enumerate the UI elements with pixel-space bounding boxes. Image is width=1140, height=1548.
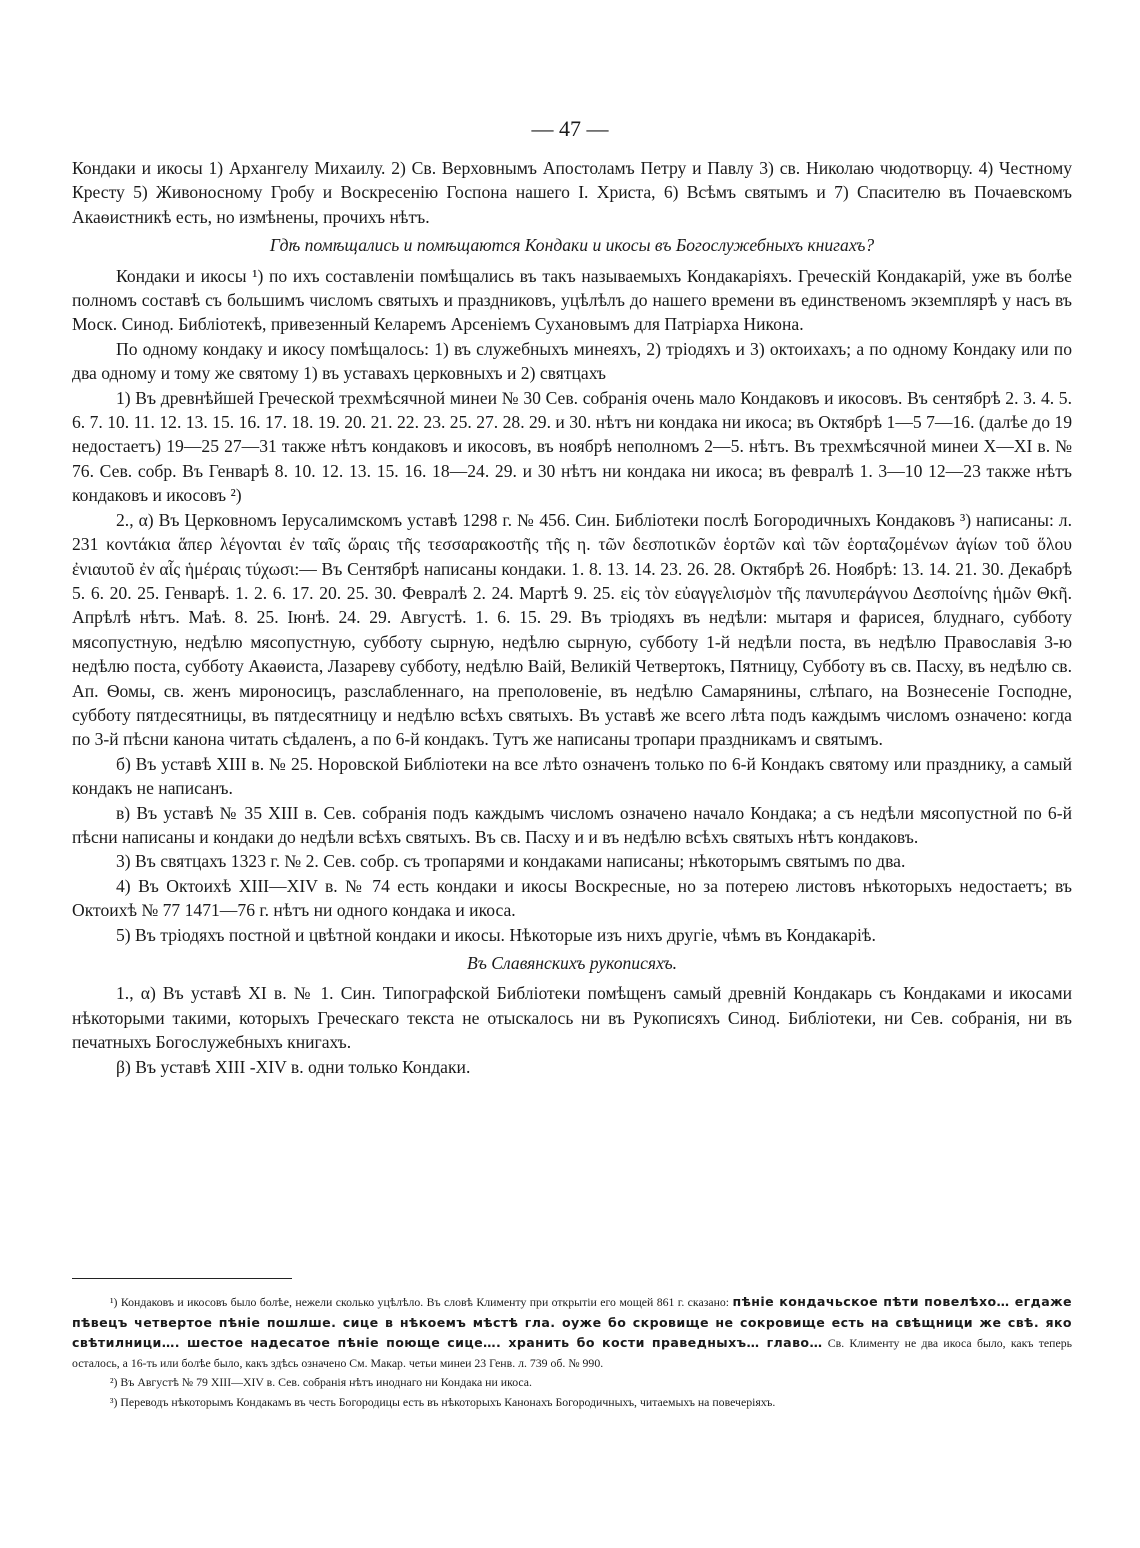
paragraph-kondaki-list: Кондаки и икосы 1) Архангелу Михаилу. 2) Св. Верховнымъ Апостоламъ Петру и Павлу 3) св. Николаю чюдотворцу. 4) Честному Кресту 5) Живоносному Гробу и Воскресенію Госпона нашего І. Христа, 6) Всѣмъ святымъ и 7) Спасителю въ Почаевскомъ Акаѳистникѣ есть, но измѣнены, прочихъ нѣтъ. xyxy=(72,158,1072,227)
paragraph-triodion: 5) Въ тріодяхъ постной и цвѣтной кондаки и икосы. Нѣкоторые изъ нихъ другіе, чѣмъ въ Кондакаріѣ. xyxy=(116,924,876,945)
footnote-1-continuation: Св. Клименту не два икоса было, какъ теперь осталось, а 16-ть или болѣе было, какъ здѣсь означено См. Макар. четьи минеи 23 Генв. л. 739 об. № 990. xyxy=(72,1336,1072,1370)
footnote-3: ³) Переводъ нѣкоторымъ Кондакамъ въ честь Богородицы есть въ нѣкоторыхъ Канонахъ Богородичныхъ, читаемыхъ на повечеріяхъ. xyxy=(110,1394,776,1409)
paragraph-kondakaria: Кондаки и икосы ¹) по ихъ составленіи помѣщались въ такъ называемыхъ Кондакаріяхъ. Греческій Кондакарій, уже въ болѣе полномъ составѣ съ большимъ числомъ святыхъ и праздниковъ, уцѣлѣлъ до нашего времени въ единственомъ экземплярѣ у насъ въ Моск. Синод. Библіотекѣ, привезенный Келаремъ Арсеніемъ Сухановымъ для Патріарха Никона. xyxy=(72,265,1072,335)
main-text xyxy=(72,156,1072,1079)
section-heading-slavonic: Въ Славянскихъ рукописяхъ. xyxy=(467,953,677,973)
paragraph-typikon-35: в) Въ уставѣ № 35 XIII в. Сев. собранія подъ каждымъ числомъ означено начало Кондака; а съ недѣли мясопустной по 6-й пѣсни написаны и кондаки до недѣли всѣхъ святыхъ. Въ св. Пасху и и въ недѣлю всѣхъ святыхъ нѣтъ кондаковъ. xyxy=(72,802,1072,847)
footnote-divider xyxy=(72,1278,292,1279)
footnote-1-slavonic-quote: пѣніе кондачьское пѣти повелѣхо… егдаже пѣвецъ четвертое пѣніе пошлше. сице в нѣкоемъ мѣстѣ гла. оуже бо скровище не сокровище есть на свѣщници же свѣ. яко свѣтилници…. шестое надесатое пѣніе поюще сице…. хранить бо кости праведныхъ… главо… xyxy=(72,1294,1073,1351)
paragraph-norov-typikon: б) Въ уставѣ XIII в. № 25. Норовской Библіотеки на все лѣто означенъ только по 6-й Кондакъ святому или празднику, а самый кондакъ не написанъ. xyxy=(72,753,1072,799)
section-heading-greek-books: Гдѣ помѣщались и помѣщаются Кондаки и икосы въ Богослужебныхъ книгахъ? xyxy=(269,235,875,256)
paragraph-jerusalem-typikon: 2., α) Въ Церковномъ Іерусалимскомъ уставѣ 1298 г. № 456. Син. Библіотеки послѣ Богородичныхъ Кондаковъ ³) написаны: л. 231 κοντάκια ἅπερ λέγονται ἐν ταῖς ὥραις τῆς τεσσαρακοστῆς τῆς η. τῶν δεσποτικῶν ἑορτῶν καὶ τῶν ἑορταζομένων ἁγίων τοῦ ὅλου ἐνιαυτοῦ ἐν αἷς ἡμέραις τύχωσι:— Въ Сентябрѣ написаны кондаки. 1. 8. 13. 14. 23. 26. 28. Октябрѣ 26. Ноябрѣ: 13. 14. 21. 30. Декабрѣ 5. 6. 20. 25. Генварѣ. 1. 2. 6. 17. 20. 25. 30. Февралѣ 2. 24. Мартѣ 9. 25. εἰς τὸν εὐαγγελισμὸν τῆς πανυπεράγνου Δεσποίνης ἡμῶν Θκῆ. Апрѣлѣ нѣтъ. Маѣ. 8. 25. Іюнѣ. 24. 29. Августѣ. 1. 6. 15. 29. Въ тріодяхъ въ недѣли: мытаря и фарисея, блуднаго, субботу мясопустную, недѣлю мясопустную, субботу сырную, недѣлю сырную, субботу 1-й недѣли поста, въ недѣлю Православія 3-ю недѣлю поста, субботу Акаѳиста, Лазареву субботу, недѣлю Ваій, Великій Четвертокъ, Пятницу, Субботу въ св. Пасху, въ недѣлю св. Ап. Ѳомы, св. женъ мироносицъ, разслабленнаго, на преполовеніе, въ недѣлю Самарянины, слѣпаго, на Вознесеніе Господне, субботу пятдесятницы, въ пятдесятницу и недѣлю всѣхъ святыхъ. Въ уставѣ же всего лѣта подъ каждымъ числомъ означено: когда по 3-й пѣсни канона читать сѣдаленъ, а по 6-й кондакъ. Тутъ же написаны тропари праздникамъ и святымъ. xyxy=(72,509,1072,750)
paragraph-svyattsy: 3) Въ святцахъ 1323 г. № 2. Сев. собр. съ тропарями и кондаками написаны; нѣкоторымъ святымъ по два. xyxy=(116,851,906,872)
paragraph-typikon-xiii: β) Въ уставѣ XIII -XIV в. одни только Кондаки. xyxy=(116,1056,471,1077)
footnote-1-text: ¹) Кондаковъ и икосовъ было болѣе, нежели сколько уцѣлѣло. Въ словѣ Клименту при открытіи его мощей 861 г. сказано: xyxy=(110,1295,730,1309)
footnote-1 xyxy=(72,1292,1072,1373)
paragraph-placement: По одному кондаку и икосу помѣщалось: 1) въ служебныхъ минеяхъ, 2) тріодяхъ и 3) октоихахъ; а по одному Кондаку или по два одному и тому же святому 1) въ уставахъ церковныхъ и 2) святцахъ xyxy=(72,338,1072,384)
paragraph-menaion: 1) Въ древнѣйшей Греческой трехмѣсячной минеи № 30 Сев. собранія очень мало Кондаковъ и икосовъ. Въ сентябрѣ 2. 3. 4. 5. 6. 7. 10. 11. 12. 13. 15. 16. 17. 18. 19. 20. 21. 22. 23. 25. 27. 28. 29. и 30. нѣтъ ни кондака ни икоса; въ Октябрѣ 1—5 7—16. (далѣе до 19 недостаетъ) 19—25 27—31 также нѣтъ кондаковъ и икосовъ, въ ноябрѣ неполномъ 2—5. нѣтъ. Въ трехмѣсячной минеи X—XI в. № 76. Сев. собр. Въ Генварѣ 8. 10. 12. 13. 15. 16. 18—24. 29. и 30 нѣтъ ни кондака ни икоса; въ февралѣ 1. 3—10 12—23 также нѣтъ кондаковъ и икосовъ ²) xyxy=(72,387,1072,506)
paragraph-typikon-xi: 1., α) Въ уставѣ XI в. № 1. Син. Типографской Библіотеки помѣщенъ самый древній Кондакарь съ Кондаками и икосами нѣкоторыми такими, которыхъ Греческаго текста не отыскалось ни въ Рукописяхъ Синод. Библіотеки, ни Сев. собранія, ни въ печатныхъ Богослужебныхъ книгахъ. xyxy=(72,983,1072,1053)
footnotes xyxy=(72,1292,1072,1413)
paragraph-octoechos: 4) Въ Октоихѣ XIII—XIV в. № 74 есть кондаки и икосы Воскресные, но за потерею листовъ нѣкоторыхъ недостаетъ; въ Октоихѣ № 77 1471—76 г. нѣтъ ни одного кондака и икоса. xyxy=(72,875,1072,921)
page-number: — 47 — xyxy=(531,116,609,141)
footnote-2: ²) Въ Августѣ № 79 XIII—XIV в. Сев. собранія нѣтъ иноднаго ни Кондака ни икоса. xyxy=(110,1375,532,1390)
